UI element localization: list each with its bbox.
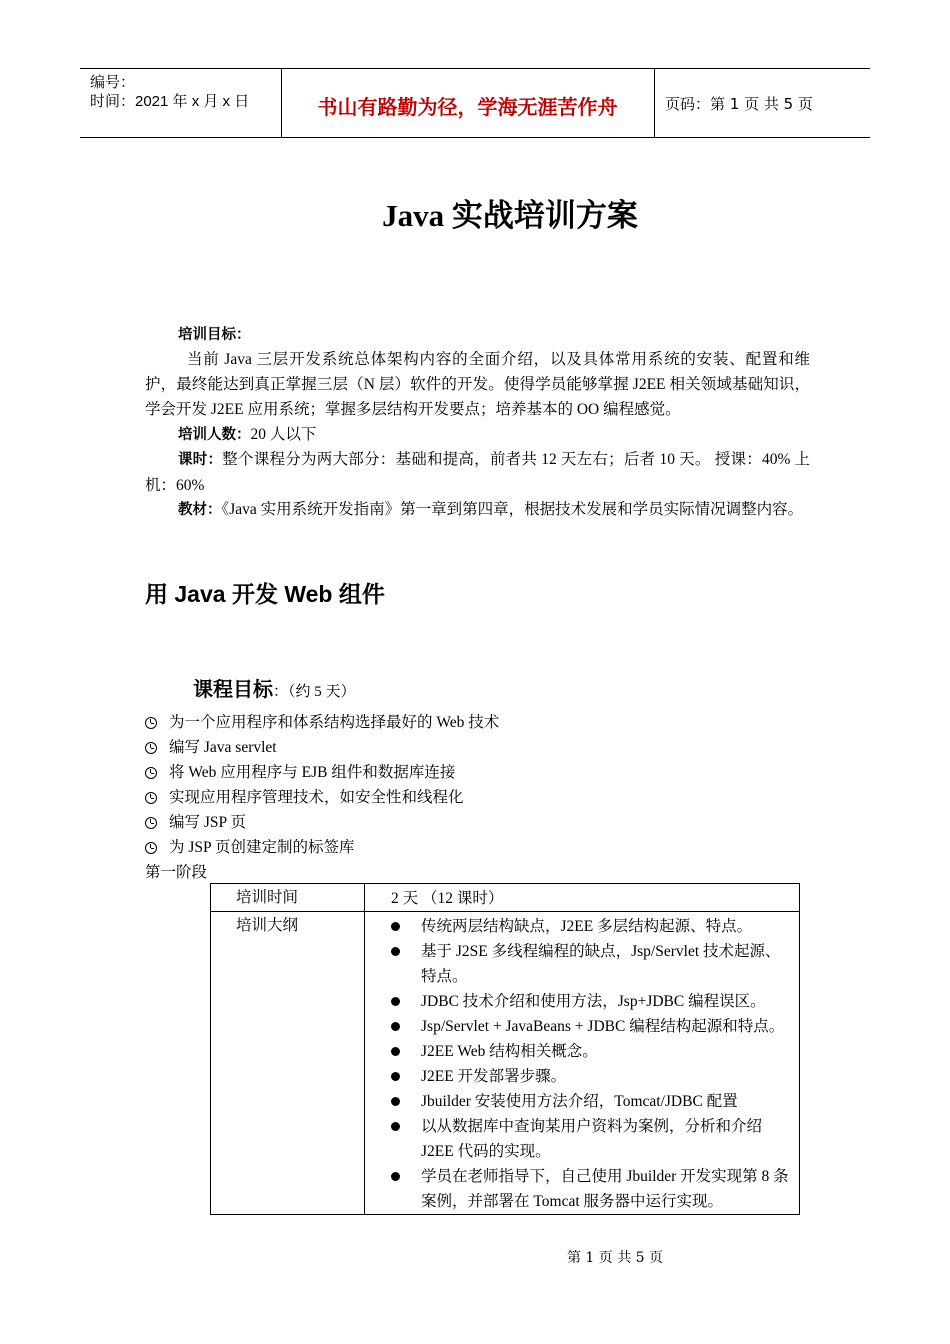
goal-text: 为一个应用程序和体系结构选择最好的 Web 技术 xyxy=(169,714,500,731)
table-cell-key: 培训时间 xyxy=(211,884,365,912)
list-item: J2EE Web 结构相关概念。 xyxy=(387,1039,791,1064)
list-item: J2EE 开发部署步骤。 xyxy=(387,1064,791,1089)
training-material-text: 《Java 实用系统开发指南》第一章到第四章，根据技术发展和学员实际情况调整内容。 xyxy=(221,501,804,518)
list-item: 以从数据库中查询某用户资料为案例，分析和介绍 J2EE 代码的实现。 xyxy=(387,1114,791,1164)
training-count xyxy=(145,422,810,448)
doc-code-label: 编号： xyxy=(90,74,136,91)
table-cell-key: 培训大纲 xyxy=(211,912,365,1215)
list-item xyxy=(145,735,499,760)
course-goals-heading xyxy=(193,673,356,702)
page-number-label: 页码：第 1 页 共 5 页 xyxy=(665,95,813,113)
training-goal-text: 当前 Java 三层开发系统总体架构内容的全面介绍，以及具体常用系统的安装、配置和维护，最终能达到真正掌握三层（N 层）软件的开发。使得学员能够掌握 J2EE 相关领域基础知识，学会开发 J2EE 应用系统；掌握多层结构开发要点；培养基本的 OO 编程感觉。 xyxy=(145,351,810,418)
clock-bullet-icon xyxy=(145,717,157,729)
table-cell-value xyxy=(365,912,800,1215)
list-item xyxy=(145,810,499,835)
page-footer: 第 1 页 共 5 页 xyxy=(566,1250,664,1266)
goal-text: 为 JSP 页创建定制的标签库 xyxy=(169,839,355,856)
course-goals-list xyxy=(145,710,499,860)
course-goals-duration: ：（约 5 天） xyxy=(273,684,356,700)
list-item xyxy=(145,835,499,860)
course-goals-title: 课程目标 xyxy=(193,679,273,701)
header-page-cell xyxy=(655,69,870,137)
motto-text: 书山有路勤为径，学海无涯苦作舟 xyxy=(317,95,618,119)
clock-bullet-icon xyxy=(145,767,157,779)
goal-text: 实现应用程序管理技术，如安全性和线程化 xyxy=(169,789,464,806)
clock-bullet-icon xyxy=(145,792,157,804)
list-item xyxy=(145,785,499,810)
goal-text: 编写 Java servlet xyxy=(169,739,277,756)
training-goal-label-line xyxy=(145,322,810,348)
stage-table xyxy=(210,883,800,1215)
training-count-value: 20 人以下 xyxy=(250,426,317,443)
list-item xyxy=(145,710,499,735)
training-count-label: 培训人数： xyxy=(178,427,251,443)
page-header xyxy=(80,68,870,138)
clock-bullet-icon xyxy=(145,842,157,854)
training-hours-label: 课时： xyxy=(178,452,223,468)
list-item: Jbuilder 安装使用方法介绍，Tomcat/JDBC 配置 xyxy=(387,1089,791,1114)
stage-label: 第一阶段 xyxy=(145,864,208,881)
training-goal-label: 培训目标： xyxy=(178,327,251,343)
header-meta-cell xyxy=(80,69,282,137)
training-hours xyxy=(145,447,810,498)
training-hours-text: 整个课程分为两大部分：基础和提高，前者共 12 天左右；后者 10 天。 授课：40% 上机：60% xyxy=(145,451,811,494)
section-heading: 用 Java 开发 Web 组件 xyxy=(145,581,385,607)
doc-time-label: 时间：2021 年 x 月 x 日 xyxy=(90,93,250,110)
training-material-label: 教材： xyxy=(178,502,222,518)
table-row xyxy=(211,912,800,1215)
list-item xyxy=(145,760,499,785)
goal-text: 编写 JSP 页 xyxy=(169,814,246,831)
table-cell-value: 2 天 （12 课时） xyxy=(365,884,800,912)
list-item: 传统两层结构缺点，J2EE 多层结构起源、特点。 xyxy=(387,914,791,939)
goal-text: 将 Web 应用程序与 EJB 组件和数据库连接 xyxy=(169,764,456,781)
list-item: 基于 J2SE 多线程编程的缺点，Jsp/Servlet 技术起源、特点。 xyxy=(387,939,791,989)
clock-bullet-icon xyxy=(145,817,157,829)
table-row xyxy=(211,884,800,912)
document-title: Java 实战培训方案 xyxy=(382,198,638,233)
header-motto-cell xyxy=(281,69,655,137)
clock-bullet-icon xyxy=(145,742,157,754)
training-material xyxy=(145,497,810,523)
list-item: JDBC 技术介绍和使用方法，Jsp+JDBC 编程误区。 xyxy=(387,989,791,1014)
list-item: 学员在老师指导下，自己使用 Jbuilder 开发实现第 8 条案例，并部署在 Tomcat 服务器中运行实现。 xyxy=(387,1164,791,1214)
list-item: Jsp/Servlet + JavaBeans + JDBC 编程结构起源和特点。 xyxy=(387,1014,791,1039)
outline-list xyxy=(387,914,791,1214)
